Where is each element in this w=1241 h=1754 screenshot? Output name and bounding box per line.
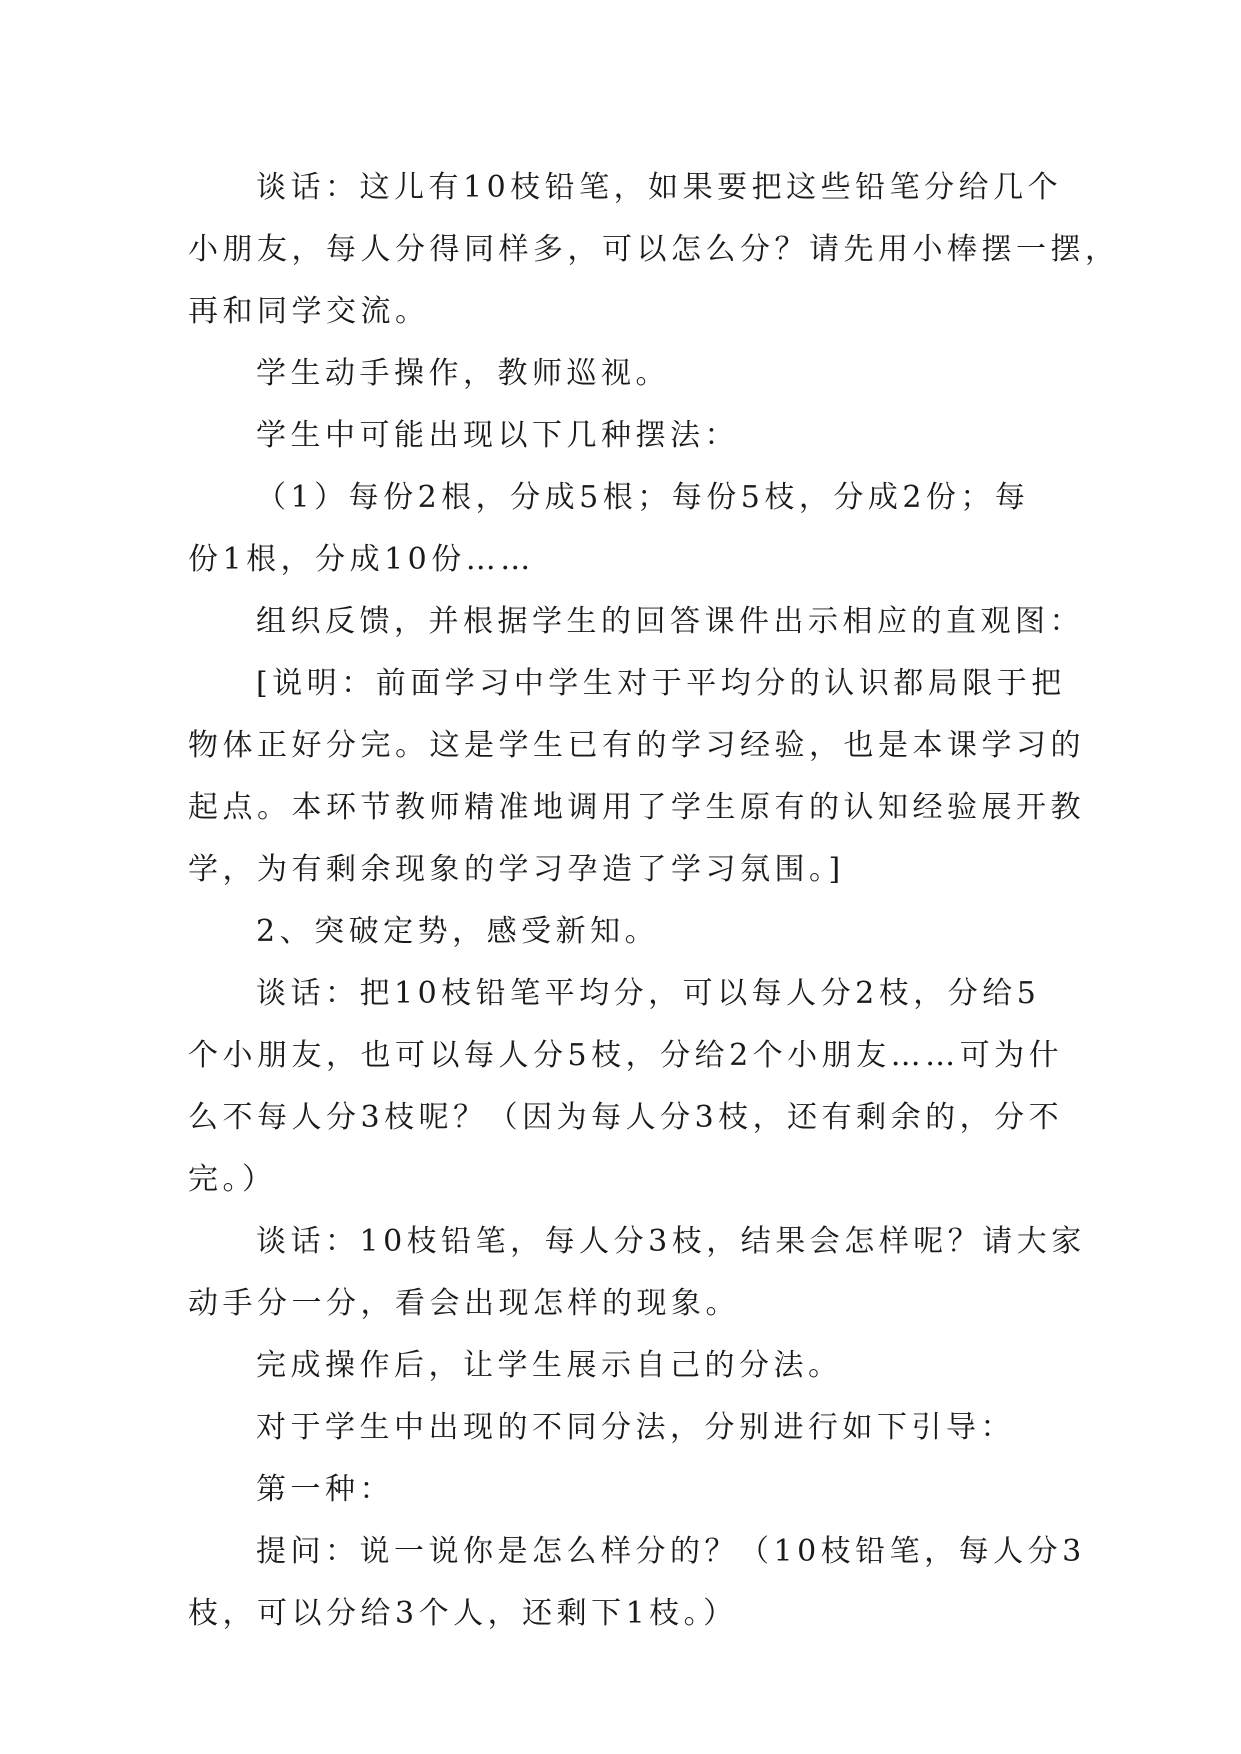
paragraph bbox=[188, 467, 1054, 591]
paragraph bbox=[188, 1211, 1086, 1335]
text-line: 小朋友，每人分得同样多，可以怎么分？请先用小棒摆一摆， bbox=[188, 232, 1120, 267]
paragraph bbox=[188, 901, 1054, 963]
paragraph bbox=[188, 343, 1054, 405]
text-line: 对于学生中出现的不同分法，分别进行如下引导： bbox=[256, 1410, 1015, 1445]
text-line: 学生动手操作，教师巡视。 bbox=[256, 356, 670, 391]
text-line: 完。） bbox=[188, 1162, 277, 1197]
text-line: 再和同学交流。 bbox=[188, 294, 430, 329]
paragraph bbox=[188, 405, 1054, 467]
text-line: 2、突破定势，感受新知。 bbox=[256, 914, 660, 949]
paragraph bbox=[188, 1397, 1054, 1459]
paragraph bbox=[188, 653, 1085, 901]
paragraph bbox=[188, 1459, 1054, 1521]
text-line: [说明：前面学习中学生对于平均分的认识都局限于把 bbox=[256, 666, 1066, 701]
text-line: 谈话：把10枝铅笔平均分，可以每人分2枝，分给5 bbox=[256, 976, 1041, 1011]
text-line: 动手分一分，看会出现怎样的现象。 bbox=[188, 1286, 740, 1321]
text-line: （1）每份2根，分成5根；每份5枝，分成2份；每 bbox=[256, 480, 1030, 515]
text-line: 份1根，分成10份…… bbox=[188, 542, 535, 577]
text-line: 枝，可以分给3个人，还剩下1枝。） bbox=[188, 1596, 738, 1631]
text-line: 提问：说一说你是怎么样分的？（10枝铅笔，每人分3 bbox=[256, 1534, 1086, 1569]
text-line: 物体正好分完。这是学生已有的学习经验，也是本课学习的 bbox=[188, 728, 1085, 763]
text-line: 完成操作后，让学生展示自己的分法。 bbox=[256, 1348, 843, 1383]
paragraph bbox=[188, 963, 1064, 1211]
text-line: 么不每人分3枝呢？（因为每人分3枝，还有剩余的，分不 bbox=[188, 1100, 1064, 1135]
paragraph bbox=[188, 157, 1120, 343]
paragraph bbox=[188, 1335, 1054, 1397]
text-line: 谈话：10枝铅笔，每人分3枝，结果会怎样呢？请大家 bbox=[256, 1224, 1086, 1259]
document-page bbox=[188, 157, 1120, 1645]
paragraph bbox=[188, 1521, 1086, 1645]
text-line: 谈话：这儿有10枝铅笔，如果要把这些铅笔分给几个 bbox=[256, 170, 1063, 205]
text-line: 组织反馈，并根据学生的回答课件出示相应的直观图： bbox=[256, 604, 1084, 639]
text-line: 学生中可能出现以下几种摆法： bbox=[256, 418, 739, 453]
text-line: 起点。本环节教师精准地调用了学生原有的认知经验展开教 bbox=[188, 790, 1085, 825]
text-line: 学，为有剩余现象的学习孕造了学习氛围。] bbox=[188, 852, 845, 887]
text-line: 第一种： bbox=[256, 1472, 394, 1507]
paragraph bbox=[188, 591, 1084, 653]
text-line: 个小朋友，也可以每人分5枝，分给2个小朋友……可为什 bbox=[188, 1038, 1064, 1073]
